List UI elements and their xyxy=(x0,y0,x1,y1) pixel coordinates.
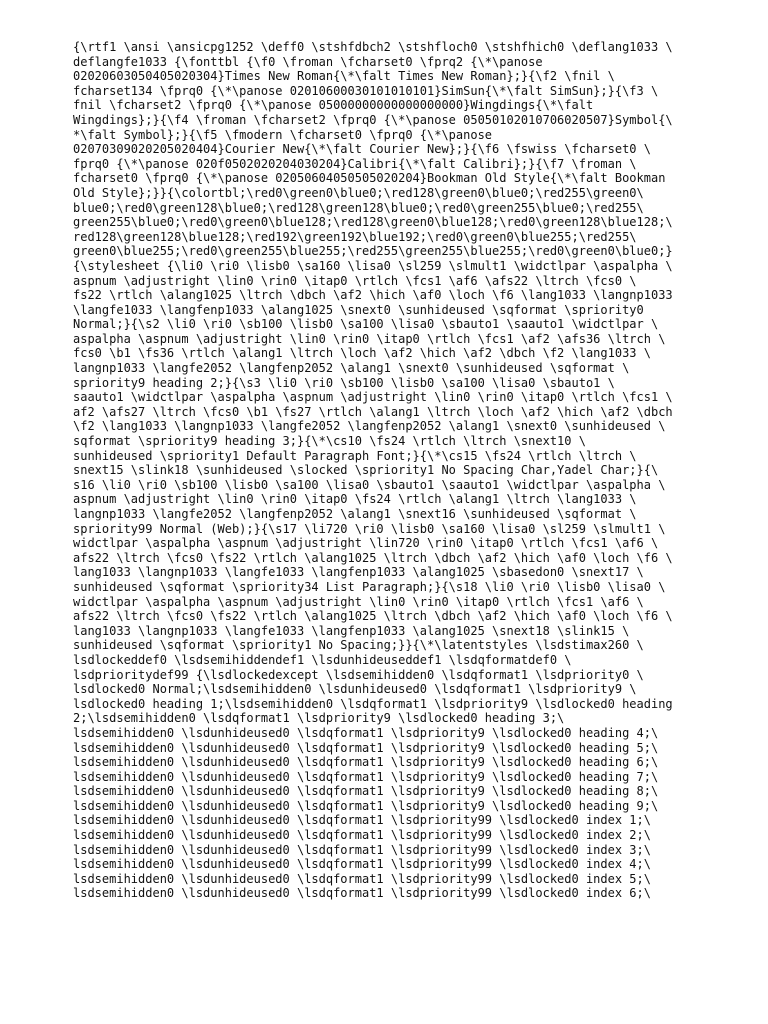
text-line: lsdsemihidden0 \lsdunhideused0 \lsdqformat1 \lsdpriority99 \lsdlocked0 index 4;\ xyxy=(73,857,651,872)
text-line: lsdsemihidden0 \lsdunhideused0 \lsdqformat1 \lsdpriority9 \lsdlocked0 heading 4;\ xyxy=(73,725,659,740)
text-line: lsdsemihidden0 \lsdunhideused0 \lsdqformat1 \lsdpriority99 \lsdlocked0 index 1;\ xyxy=(73,813,651,828)
text-line: spriority99 Normal (Web);}{\s17 \li720 \ri0 \lisb0 \sa160 \lisa0 \sl259 \slmult1 \ xyxy=(73,521,666,536)
text-line: Old Style};}}{\colortbl;\red0\green0\blue0;\red128\green0\blue0;\red255\green0\ xyxy=(73,185,644,200)
text-line: lsdprioritydef99 {\lsdlockedexcept \lsdsemihidden0 \lsdqformat1 \lsdpriority0 \ xyxy=(73,667,644,682)
text-line: lsdsemihidden0 \lsdunhideused0 \lsdqformat1 \lsdpriority99 \lsdlocked0 index 6;\ xyxy=(73,886,651,901)
text-line: green255\blue0;\red0\green0\blue128;\red128\green0\blue128;\red0\green128\blue128;\ xyxy=(73,215,673,230)
text-line: fcharset0 \fprq0 {\*\panose 02050604050505020204}Bookman Old Style{\*\falt Bookman xyxy=(73,171,666,186)
text-line: Normal;}{\s2 \li0 \ri0 \sb100 \lisb0 \sa100 \lisa0 \sbauto1 \saauto1 \widctlpar \ xyxy=(73,317,659,332)
text-line: red128\green128\blue128;\red192\green192\blue192;\red0\green0\blue255;\red255\ xyxy=(73,229,637,244)
text-line: afs22 \ltrch \fcs0 \fs22 \rtlch \alang1025 \ltrch \dbch \af2 \hich \af0 \loch \f6 \ xyxy=(73,609,673,624)
text-line: deflangfe1033 {\fonttbl {\f0 \froman \fcharset0 \fprq2 {\*\panose xyxy=(73,54,543,69)
text-line: sqformat \spriority9 heading 3;}{\*\cs10 \fs24 \rtlch \ltrch \snext10 \ xyxy=(73,434,586,449)
text-line: aspalpha \aspnum \adjustright \lin0 \rin0 \itap0 \rtlch \fcs1 \af2 \afs36 \ltrch \ xyxy=(73,331,666,346)
text-line: spriority9 heading 2;}{\s3 \li0 \ri0 \sb100 \lisb0 \sa100 \lisa0 \sbauto1 \ xyxy=(73,375,615,390)
text-line: widctlpar \aspalpha \aspnum \adjustright \lin720 \rin0 \itap0 \rtlch \fcs1 \af6 \ xyxy=(73,536,659,551)
text-line: snext15 \slink18 \sunhideused \slocked \spriority1 No Spacing Char,Yadel Char;}{\ xyxy=(73,463,659,478)
text-line: 02020603050405020304}Times New Roman{\*\falt Times New Roman};}{\f2 \fnil \ xyxy=(73,69,615,84)
text-line: saauto1 \widctlpar \aspalpha \aspnum \adjustright \lin0 \rin0 \itap0 \rtlch \fcs1 \ xyxy=(73,390,673,405)
text-line: lsdsemihidden0 \lsdunhideused0 \lsdqformat1 \lsdpriority9 \lsdlocked0 heading 5;\ xyxy=(73,740,659,755)
text-line: 02070309020205020404}Courier New{\*\falt Courier New};}{\f6 \fswiss \fcharset0 \ xyxy=(73,142,651,157)
text-line: langnp1033 \langfe2052 \langfenp2052 \alang1 \snext0 \sunhideused \sqformat \ xyxy=(73,361,630,376)
text-line: lsdsemihidden0 \lsdunhideused0 \lsdqformat1 \lsdpriority9 \lsdlocked0 heading 9;\ xyxy=(73,798,659,813)
text-line: sunhideused \sqformat \spriority34 List Paragraph;}{\s18 \li0 \ri0 \lisb0 \lisa0 \ xyxy=(73,579,666,594)
text-line: aspnum \adjustright \lin0 \rin0 \itap0 \fs24 \rtlch \alang1 \ltrch \lang1033 \ xyxy=(73,492,637,507)
text-line: blue0;\red0\green128\blue0;\red128\green128\blue0;\red0\green255\blue0;\red255\ xyxy=(73,200,644,215)
text-line: aspnum \adjustright \lin0 \rin0 \itap0 \rtlch \fcs1 \af6 \afs22 \ltrch \fcs0 \ xyxy=(73,273,637,288)
text-line: sunhideused \sqformat \spriority1 No Spacing;}}{\*\latentstyles \lsdstimax260 \ xyxy=(73,638,644,653)
text-line: lang1033 \langnp1033 \langfe1033 \langfenp1033 \alang1025 \sbasedon0 \snext17 \ xyxy=(73,565,644,580)
text-line: green0\blue255;\red0\green255\blue255;\red255\green255\blue255;\red0\green0\blue0;} xyxy=(73,244,673,259)
text-line: lsdsemihidden0 \lsdunhideused0 \lsdqformat1 \lsdpriority99 \lsdlocked0 index 5;\ xyxy=(73,871,651,886)
text-line: \langfe1033 \langfenp1033 \alang1025 \snext0 \sunhideused \sqformat \spriority0 xyxy=(73,302,644,317)
text-line: fcharset134 \fprq0 {\*\panose 02010600030101010101}SimSun{\*\falt SimSun};}{\f3 \ xyxy=(73,83,659,98)
text-line: *\falt Symbol};}{\f5 \fmodern \fcharset0 \fprq0 {\*\panose xyxy=(73,127,493,142)
text-line: langnp1033 \langfe2052 \langfenp2052 \alang1 \snext16 \sunhideused \sqformat \ xyxy=(73,507,637,521)
text-line: fs22 \rtlch \alang1025 \ltrch \dbch \af2 \hich \af0 \loch \f6 \lang1033 \langnp1033 xyxy=(73,288,673,303)
text-line: fnil \fcharset2 \fprq0 {\*\panose 05000000000000000000}Wingdings{\*\falt xyxy=(73,98,594,113)
text-line: lsdlocked0 Normal;\lsdsemihidden0 \lsdunhideused0 \lsdqformat1 \lsdpriority9 \ xyxy=(73,682,637,697)
text-line: afs22 \ltrch \fcs0 \fs22 \rtlch \alang1025 \ltrch \dbch \af2 \hich \af0 \loch \f6 \ xyxy=(73,550,673,565)
text-line: lsdsemihidden0 \lsdunhideused0 \lsdqformat1 \lsdpriority9 \lsdlocked0 heading 7;\ xyxy=(73,769,659,784)
text-line: sunhideused \spriority1 Default Paragraph Font;}{\*\cs15 \fs24 \rtlch \ltrch \ xyxy=(73,448,637,463)
text-line: lsdsemihidden0 \lsdunhideused0 \lsdqformat1 \lsdpriority9 \lsdlocked0 heading 8;\ xyxy=(73,784,659,799)
text-line: lsdlockeddef0 \lsdsemihiddendef1 \lsdunhideuseddef1 \lsdqformatdef0 \ xyxy=(73,652,572,667)
text-line: fcs0 \b1 \fs36 \rtlch \alang1 \ltrch \loch \af2 \hich \af2 \dbch \f2 \lang1033 \ xyxy=(73,346,651,361)
text-line: lsdsemihidden0 \lsdunhideused0 \lsdqformat1 \lsdpriority99 \lsdlocked0 index 3;\ xyxy=(73,842,651,857)
text-line: \f2 \lang1033 \langnp1033 \langfe2052 \langfenp2052 \alang1 \snext0 \sunhideused \ xyxy=(73,419,666,434)
text-line: af2 \afs27 \ltrch \fcs0 \b1 \fs27 \rtlch \alang1 \ltrch \loch \af2 \hich \af2 \dbch xyxy=(73,404,673,419)
text-line: s16 \li0 \ri0 \sb100 \lisb0 \sa100 \lisa0 \sbauto1 \saauto1 \widctlpar \aspalpha \ xyxy=(73,477,666,492)
text-line: {\rtf1 \ansi \ansicpg1252 \deff0 \stshfdbch2 \stshfloch0 \stshfhich0 \deflang1033 \ xyxy=(73,40,673,54)
text-line: 2;\lsdsemihidden0 \lsdqformat1 \lsdpriority9 \lsdlocked0 heading 3;\ xyxy=(73,711,565,726)
text-line: {\stylesheet {\li0 \ri0 \lisb0 \sa160 \lisa0 \sl259 \slmult1 \widctlpar \aspalpha \ xyxy=(73,258,673,273)
text-line: lsdlocked0 heading 1;\lsdsemihidden0 \lsdqformat1 \lsdpriority9 \lsdlocked0 heading xyxy=(73,696,673,711)
text-line: widctlpar \aspalpha \aspnum \adjustright \lin0 \rin0 \itap0 \rtlch \fcs1 \af6 \ xyxy=(73,594,644,609)
text-line: Wingdings};}{\f4 \froman \fcharset2 \fprq0 {\*\panose 05050102010706020507}Symbol{\ xyxy=(73,112,673,127)
text-line: lsdsemihidden0 \lsdunhideused0 \lsdqformat1 \lsdpriority99 \lsdlocked0 index 2;\ xyxy=(73,828,651,843)
text-line: lsdsemihidden0 \lsdunhideused0 \lsdqformat1 \lsdpriority9 \lsdlocked0 heading 6;\ xyxy=(73,755,659,770)
text-line: fprq0 {\*\panose 020f0502020204030204}Calibri{\*\falt Calibri};}{\f7 \froman \ xyxy=(73,156,637,171)
text-line: lang1033 \langnp1033 \langfe1033 \langfenp1033 \alang1025 \snext18 \slink15 \ xyxy=(73,623,630,638)
rtf-source-text xyxy=(73,40,753,901)
